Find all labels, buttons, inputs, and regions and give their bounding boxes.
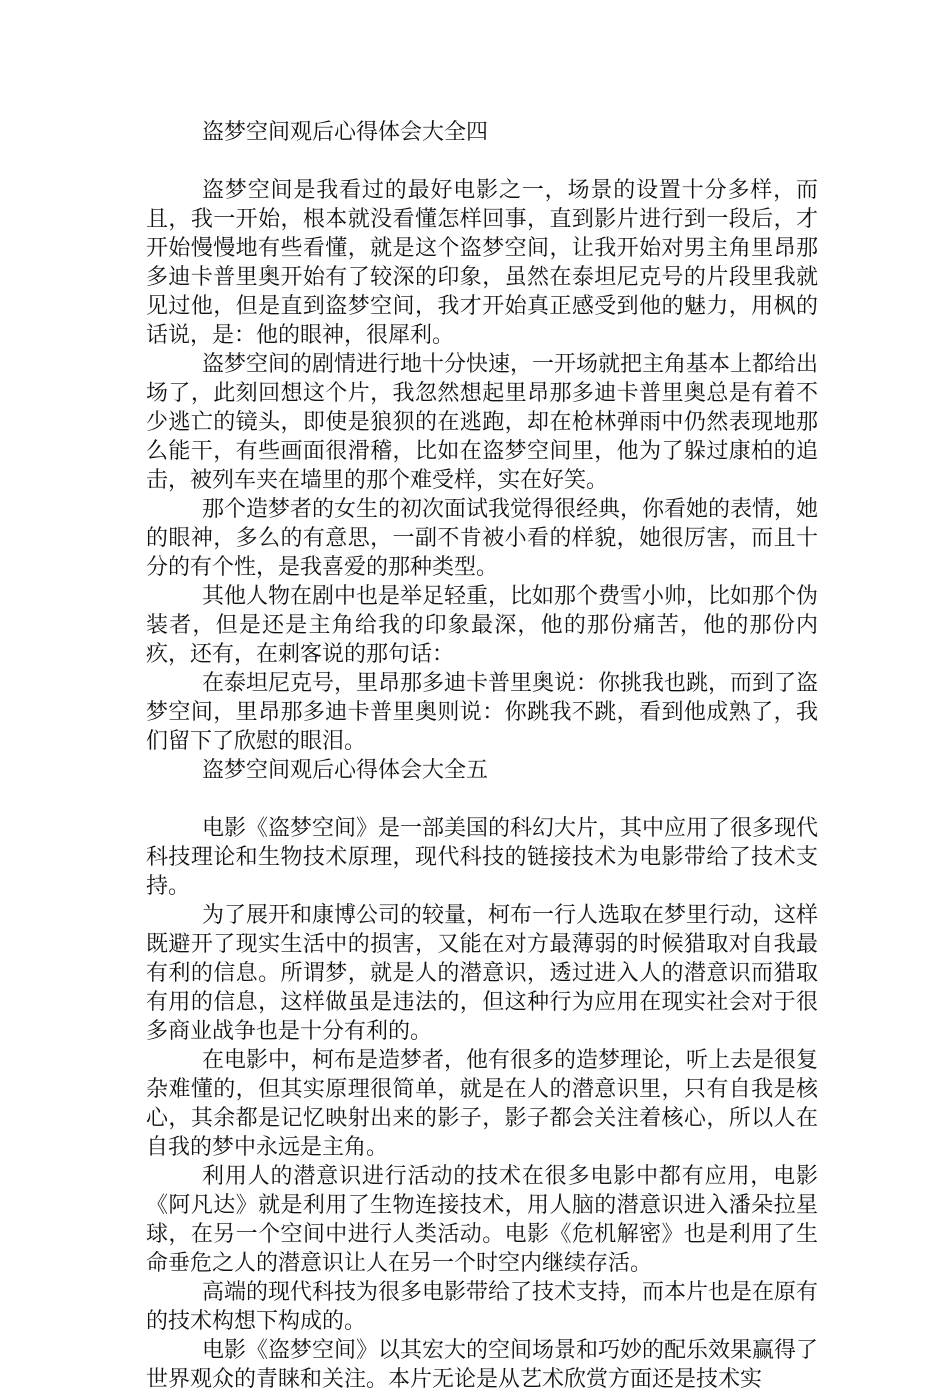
paragraph: 盗梦空间是我看过的最好电影之一，场景的设置十分多样，而且，我一开始，根本就没看懂怎样回事，直到影片进行到一段后，才开始慢慢地有些看懂，就是这个盗梦空间，让我开始对男主角里昂那多迪卡普里奥开始有了较深的印象，虽然在泰坦尼克号的片段里我就见过他，但是直到盗梦空间，我才开始真正感受到他的魅力，用枫的话说，是：他的眼神，很犀利。 xyxy=(146,178,818,348)
blank-line xyxy=(146,785,818,814)
paragraph: 电影《盗梦空间》以其宏大的空间场景和巧妙的配乐效果赢得了世界观众的青睐和关注。本片无论是从艺术欣赏方面还是技术实 xyxy=(146,1338,819,1392)
paragraph: 电影《盗梦空间》是一部美国的科幻大片，其中应用了很多现代科技理论和生物技术原理，现代科技的链接技术为电影带给了技术支持。 xyxy=(146,816,819,899)
section-heading-4: 盗梦空间观后心得体会大全四 xyxy=(202,120,489,145)
paragraph: 在泰坦尼克号，里昂那多迪卡普里奥说：你挑我也跳，而到了盗梦空间，里昂那多迪卡普里奥则说：你跳我不跳，看到他成熟了，我们留下了欣慰的眼泪。 xyxy=(146,671,819,754)
section-heading-5: 盗梦空间观后心得体会大全五 xyxy=(202,758,489,783)
paragraph: 在电影中，柯布是造梦者，他有很多的造梦理论，听上去是很复杂难懂的，但其实原理很简单，就是在人的潜意识里，只有自我是核心，其余都是记忆映射出来的影子，影子都会关注着核心，所以人在自我的梦中永远是主角。 xyxy=(146,1048,819,1160)
paragraph: 盗梦空间的剧情进行地十分快速，一开场就把主角基本上都给出场了，此刻回想这个片，我忽然想起里昂那多迪卡普里奥总是有着不少逃亡的镜头，即使是狼狈的在逃跑，却在枪林弹雨中仍然表现地那么能干，有些画面很滑稽，比如在盗梦空间里，他为了躲过康柏的追击，被列车夹在墙里的那个难受样，实在好笑。 xyxy=(146,352,819,493)
paragraph: 为了展开和康博公司的较量，柯布一行人选取在梦里行动，这样既避开了现实生活中的损害，又能在对方最薄弱的时候猎取对自我最有利的信息。所谓梦，就是人的潜意识，透过进入人的潜意识而猎取有用的信息，这样做虽是违法的，但这种行为应用在现实社会对于很多商业战争也是十分有利的。 xyxy=(146,903,819,1044)
paragraph: 高端的现代科技为很多电影带给了技术支持，而本片也是在原有的技术构想下构成的。 xyxy=(146,1280,819,1334)
document-body xyxy=(146,118,818,1394)
blank-line xyxy=(146,147,818,176)
paragraph: 利用人的潜意识进行活动的技术在很多电影中都有应用，电影《阿凡达》就是利用了生物连接技术，用人脑的潜意识进入潘朵拉星球，在另一个空间中进行人类活动。电影《危机解密》也是利用了生命垂危之人的潜意识让人在另一个时空内继续存活。 xyxy=(146,1164,818,1276)
paragraph: 其他人物在剧中也是举足轻重，比如那个费雪小帅，比如那个伪装者，但是还是主角给我的印象最深，他的那份痛苦，他的那份内疚，还有，在刺客说的那句话： xyxy=(146,584,819,667)
paragraph: 那个造梦者的女生的初次面试我觉得很经典，你看她的表情，她的眼神，多么的有意思，一副不肯被小看的样貌，她很厉害，而且十分的有个性，是我喜爱的那种类型。 xyxy=(146,497,819,580)
